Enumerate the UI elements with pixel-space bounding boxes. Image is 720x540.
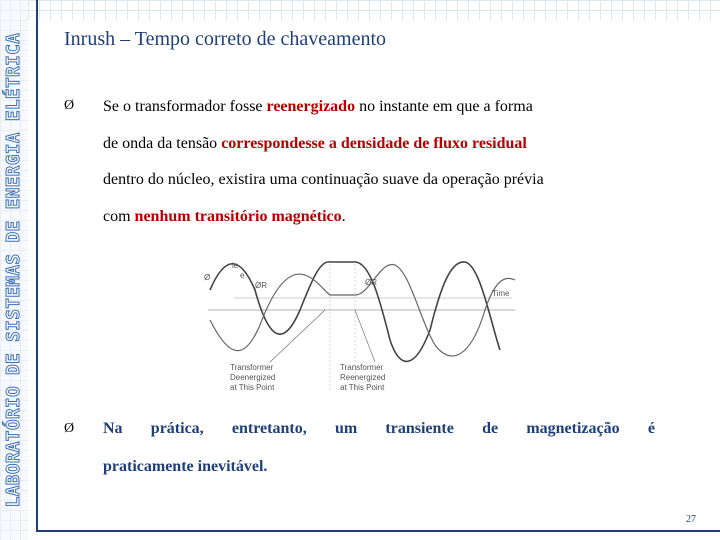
page-number: 27: [686, 514, 696, 525]
svg-text:at This Point: at This Point: [230, 383, 275, 392]
left-border-line: [36, 0, 38, 532]
slide-title: Inrush – Tempo correto de chaveamento: [64, 28, 387, 50]
pointer-line: [270, 310, 325, 362]
highlight-text: correspondesse a densidade de fluxo residual: [221, 134, 527, 152]
label-e: e: [240, 271, 245, 280]
label-time: Time: [492, 289, 510, 298]
waveform-figure: [200, 250, 520, 410]
label-phi: Ø: [204, 273, 211, 282]
caption-deenergized: [230, 363, 275, 392]
highlight-text: reenergizado: [266, 98, 356, 115]
paragraph-line: de onda da tensão correspondesse a densidade de fluxo residual: [103, 134, 527, 152]
svg-text:Reenergized: Reenergized: [340, 373, 386, 382]
paragraph-line: Se o transformador fosse reenergizado no instante em que a forma: [103, 98, 533, 115]
paragraph-line: praticamente inevitável.: [103, 458, 268, 475]
svg-text:Transformer: Transformer: [230, 363, 274, 372]
bottom-border-line: [36, 530, 720, 532]
bullet-paragraph-2: [103, 410, 655, 486]
svg-text:at This Point: at This Point: [340, 383, 385, 392]
sidebar-lab-name: LABORATÓRIO DE SISTEMAS DE ENERGIA ELÉTRICA: [4, 32, 24, 508]
caption-reenergized: [340, 363, 385, 392]
paragraph-line: dentro do núcleo, existira uma continuação suave da operação prévia: [103, 171, 544, 188]
label-ie: ie: [232, 261, 239, 270]
label-phir-right: ØR: [365, 278, 377, 287]
sidebar-banner: [0, 0, 28, 540]
paragraph-line: Na prática, entretanto, um transiente de magnetização é: [103, 420, 655, 437]
top-grid-decoration: [28, 0, 720, 20]
bullet-paragraph-1: [103, 89, 655, 235]
svg-text:Deenergized: Deenergized: [230, 373, 276, 382]
svg-text:Transformer: Transformer: [340, 363, 384, 372]
paragraph-line: com nenhum transitório magnético.: [103, 207, 346, 225]
bullet-marker: Ø: [64, 98, 75, 113]
bullet-marker: Ø: [64, 421, 75, 436]
pointer-line: [355, 310, 375, 362]
highlight-text: nenhum transitório magnético: [134, 207, 342, 225]
label-phir-left: ØR: [255, 281, 267, 290]
